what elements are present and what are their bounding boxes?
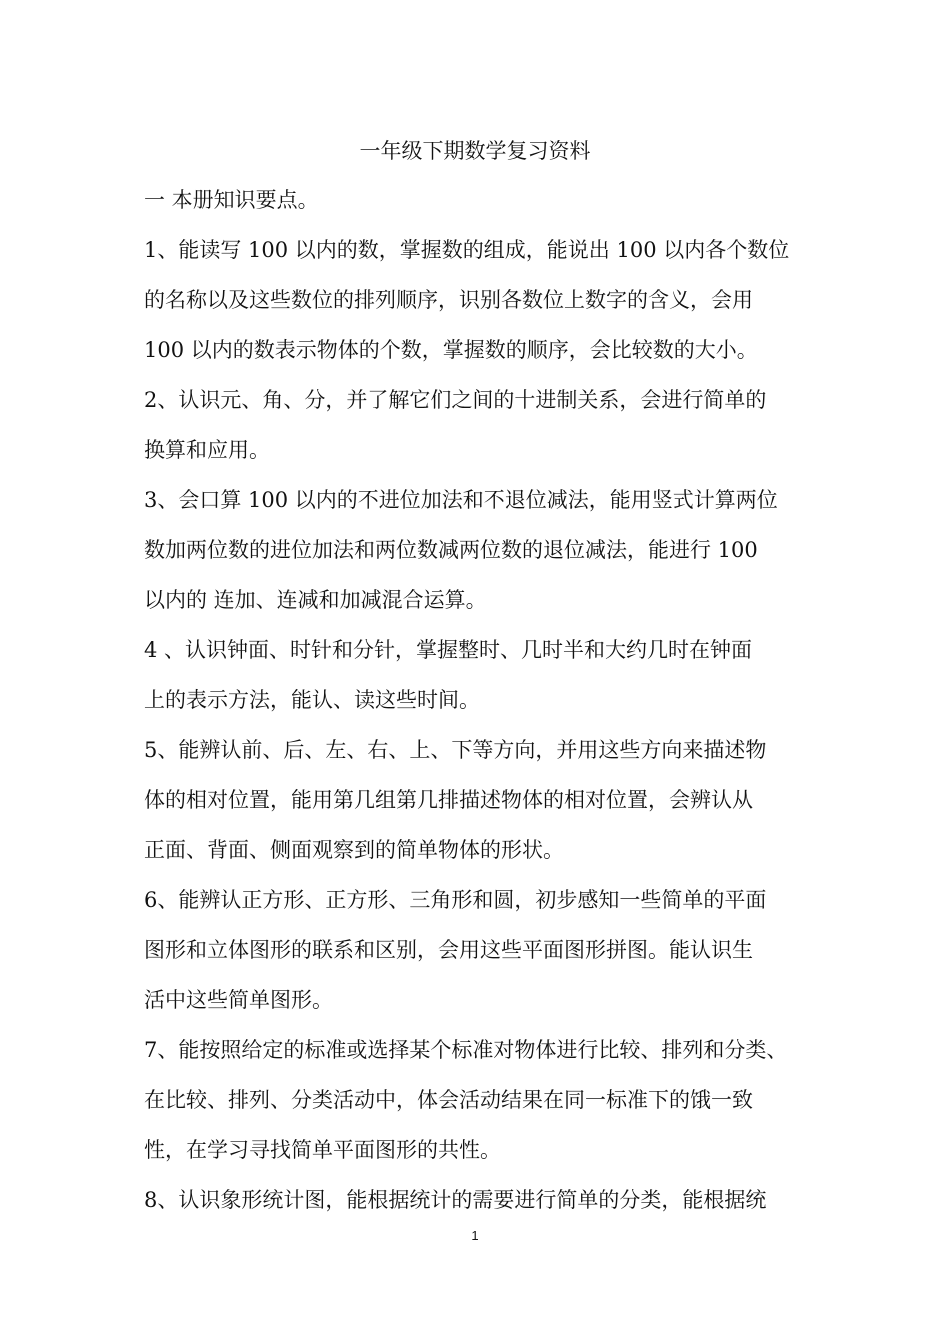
- text-line: 以内的 连加、连减和加减混合运算。: [144, 588, 487, 612]
- text-line: 1、能读写 100 以内的数，掌握数的组成，能说出 100 以内各个数位: [144, 238, 790, 262]
- text-line: 图形和立体图形的联系和区别，会用这些平面图形拼图。能认识生: [144, 938, 753, 962]
- text-line: 正面、背面、侧面观察到的简单物体的形状。: [144, 838, 564, 862]
- text-line: 6、能辨认正方形、正方形、三角形和圆，初步感知一些简单的平面: [144, 888, 767, 912]
- text-line: 性，在学习寻找简单平面图形的共性。: [144, 1138, 501, 1162]
- page-number: 1: [471, 1228, 479, 1243]
- text-line: 活中这些简单图形。: [144, 988, 333, 1012]
- text-line: 2、认识元、角、分，并了解它们之间的十进制关系，会进行简单的: [144, 388, 767, 412]
- text-line: 换算和应用。: [144, 438, 270, 462]
- text-line: 5、能辨认前、后、左、右、上、下等方向，并用这些方向来描述物: [144, 738, 767, 762]
- text-line: 4 、认识钟面、时针和分针，掌握整时、几时半和大约几时在钟面: [144, 638, 753, 662]
- text-line: 3、会口算 100 以内的不进位加法和不退位减法，能用竖式计算两位: [144, 488, 778, 512]
- text-line: 100 以内的数表示物体的个数，掌握数的顺序，会比较数的大小。: [144, 338, 758, 362]
- document-title: 一年级下期数学复习资料: [359, 139, 591, 163]
- text-line: 体的相对位置，能用第几组第几排描述物体的相对位置，会辨认从: [144, 788, 753, 812]
- text-line: 7、能按照给定的标准或选择某个标准对物体进行比较、排列和分类、: [144, 1038, 788, 1062]
- section-heading: 一 本册知识要点。: [144, 188, 319, 212]
- text-line: 8、认识象形统计图，能根据统计的需要进行简单的分类，能根据统: [144, 1188, 767, 1212]
- text-line: 在比较、排列、分类活动中，体会活动结果在同一标准下的饿一致: [144, 1088, 753, 1112]
- text-line: 数加两位数的进位加法和两位数减两位数的退位减法，能进行 100: [144, 538, 758, 562]
- text-line: 的名称以及这些数位的排列顺序，识别各数位上数字的含义，会用: [144, 288, 753, 312]
- text-line: 上的表示方法，能认、读这些时间。: [144, 688, 480, 712]
